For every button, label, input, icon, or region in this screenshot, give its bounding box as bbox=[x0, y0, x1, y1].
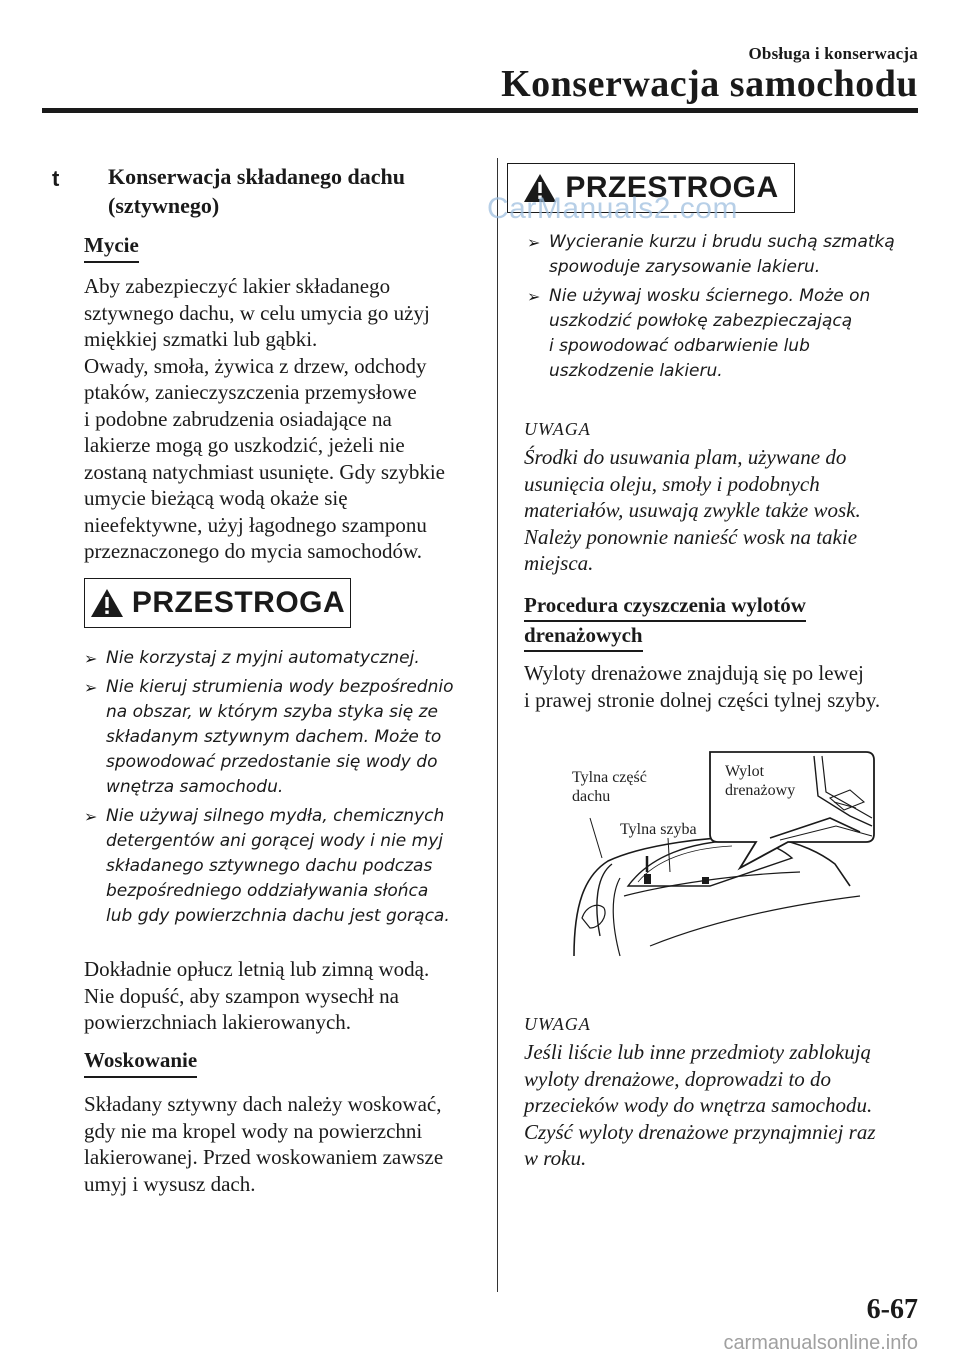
bullet-arrow-icon: ➢ bbox=[527, 233, 541, 252]
caution-item: ➢ Nie korzystaj z myjni automatycznej. bbox=[84, 646, 484, 671]
mycie-paragraph: Aby zabezpieczyć lakier składanego sztywnego dachu, w celu umycia go użyj miękkiej szmatki lub gąbki. Owady, smoła, żywica z drzew, odchody ptaków, zanieczyszczenia przemysłowe i podobne zabrudzenia osiadające na lakierze mogą go uszkodzić, jeżeli nie zostaną natychmiast usunięte. Gdy szybkie umycie bieżącą wodą okaże się nieefektywne, użyj łagodnego szamponu przeznaczonego do mycia samochodów. bbox=[84, 274, 445, 563]
warning-triangle-icon bbox=[90, 588, 124, 618]
note-title: UWAGA bbox=[524, 419, 591, 439]
caution-list-right bbox=[527, 230, 927, 388]
column-divider bbox=[497, 158, 498, 1292]
caution-item: ➢ Wycieranie kurzu i brudu suchą szmatką spowoduje zarysowanie lakieru. bbox=[527, 232, 895, 277]
bullet-arrow-icon: ➢ bbox=[84, 649, 98, 668]
page-number: 6-67 bbox=[866, 1294, 918, 1325]
mycie-heading: Mycie bbox=[84, 232, 139, 263]
section-marker: t bbox=[52, 166, 60, 191]
figure-label-rear-glass: Tylna szyba bbox=[620, 821, 697, 838]
rinse-paragraph: Dokładnie opłucz letnią lub zimną wodą. Nie dopuść, aby szampon wysechł na powierzchniach lakierowanych. bbox=[84, 957, 430, 1034]
bullet-arrow-icon: ➢ bbox=[84, 807, 98, 826]
caution-label: PRZESTROGA bbox=[565, 171, 779, 204]
bullet-arrow-icon: ➢ bbox=[84, 678, 98, 697]
caution-box-left bbox=[84, 578, 351, 628]
drain-paragraph: Wyloty drenażowe znajdują się po lewej i prawej stronie dolnej części tylnej szyby. bbox=[524, 661, 881, 712]
note-body: Jeśli liście lub inne przedmioty zablokują wyloty drenażowe, doprowadzi to do przecieków wody do wnętrza samochodu. Czyść wyloty drenażowe przynajmniej raz w roku. bbox=[524, 1040, 876, 1170]
caution-item: ➢ Nie kieruj strumienia wody bezpośrednio na obszar, w którym szyba styka się ze składanym sztywnym dachem. Może to spowodować przedostanie się wody do wnętrza samochodu. bbox=[84, 677, 454, 797]
footer-watermark: carmanualsonline.info bbox=[723, 1332, 918, 1354]
header-title: Konserwacja samochodu bbox=[501, 63, 918, 105]
woskowanie-heading: Woskowanie bbox=[84, 1047, 197, 1078]
figure-label-drain: Wylot drenażowy bbox=[725, 763, 796, 799]
caution-label: PRZESTROGA bbox=[131, 586, 346, 619]
header-rule bbox=[42, 108, 918, 113]
figure-label-rear-roof: Tylna część dachu bbox=[572, 769, 647, 805]
drain-heading: Procedura czyszczenia wylotów drenażowych bbox=[524, 592, 806, 652]
caution-item: ➢ Nie używaj silnego mydła, chemicznych detergentów ani gorącej wody i nie myj składanego sztywnego dachu podczas bezpośredniego oddziaływania słońca lub gdy powierzchnia dachu jest gorąca. bbox=[84, 806, 450, 926]
caution-list-left bbox=[84, 646, 484, 933]
site-watermark: CarManuals2.com bbox=[487, 192, 738, 225]
woskowanie-paragraph: Składany sztywny dach należy woskować, gdy nie ma kropel wody na powierzchni lakierowanej. Przed woskowaniem zawsze umyj i wysusz dach. bbox=[84, 1092, 444, 1196]
bullet-arrow-icon: ➢ bbox=[527, 287, 541, 306]
note-body: Środki do usuwania plam, używane do usunięcia oleju, smoły i podobnych materiałów, usuwają zwykle także wosk. Należy ponownie nanieść wosk na takie miejsca. bbox=[524, 445, 861, 575]
note-title: UWAGA bbox=[524, 1014, 591, 1034]
caution-item: ➢ Nie używaj wosku ściernego. Może on uszkodzić powłokę zabezpieczającą i spowodować odbarwienie lub uszkodzenie lakieru. bbox=[527, 286, 871, 381]
header-section-name: Obsługa i konserwacja bbox=[748, 44, 918, 63]
section-title: Konserwacja składanego dachu (sztywnego) bbox=[108, 164, 406, 218]
